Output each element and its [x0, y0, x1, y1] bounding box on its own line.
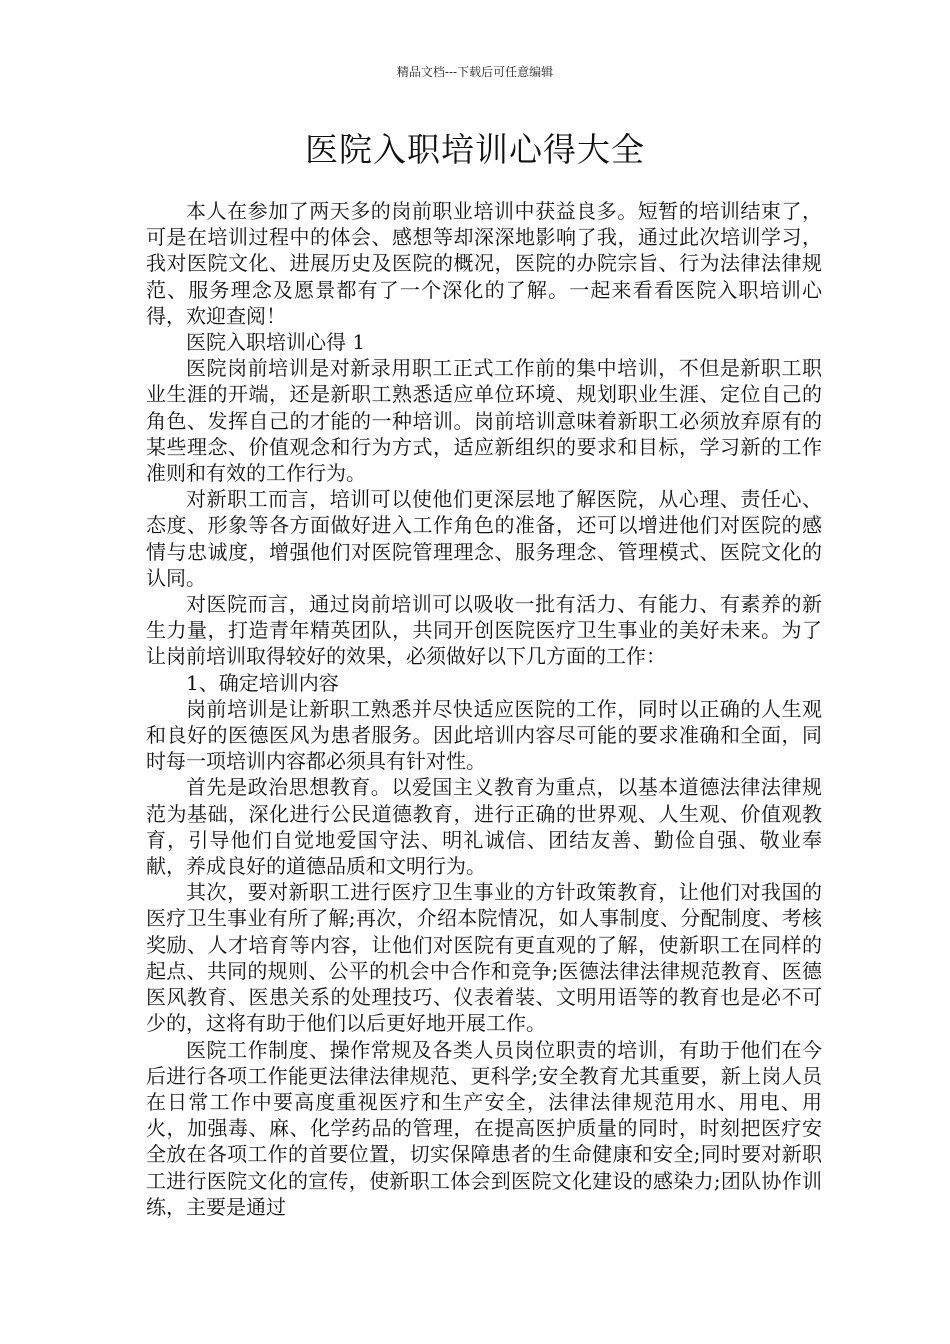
page-header: 精品文档---下载后可任意编辑: [396, 65, 554, 79]
body-paragraph: 其次，要对新职工进行医疗卫生事业的方针政策教育，让他们对我国的医疗卫生事业有所了解;再次，介绍本院情况，如人事制度、分配制度、考核奖励、人才培育等内容，让他们对医院有更直观的了解，使新职工在同样的起点、共同的规则、公平的机会中合作和竞争;医德法律法律规范教育、医德医风教育、医患关系的处理技巧、仪表着装、文明用语等的教育也是必不可少的，这将有助于他们以后更好地开展工作。: [146, 880, 822, 1036]
document-title: 医院入职培训心得大全: [305, 130, 645, 169]
body-paragraph: 对新职工而言，培训可以使他们更深层地了解医院，从心理、责任心、态度、形象等各方面做好进入工作角色的准备，还可以增进他们对医院的感情与忠诚度，增强他们对医院管理理念、服务理念、管理模式、医院文化的认同。: [146, 487, 822, 590]
body-paragraph: 医院工作制度、操作常规及各类人员岗位职责的培训，有助于他们在今后进行各项工作能更法律法律规范、更科学;安全教育尤其重要，新上岗人员在日常工作中要高度重视医疗和生产安全，法律法律规范用水、用电、用火，加强毒、麻、化学药品的管理，在提高医护质量的同时，时刻把医疗安全放在各项工作的首要位置，切实保障患者的生命健康和安全;同时要对新职工进行医院文化的宣传，使新职工体会到医院文化建设的感染力;团队协作训练，主要是通过: [146, 1037, 822, 1219]
section-heading: 医院入职培训心得 1: [186, 330, 366, 355]
document-body: [146, 198, 822, 1220]
subsection-heading: 1、确定培训内容: [186, 670, 339, 695]
body-paragraph: 岗前培训是让新职工熟悉并尽快适应医院的工作，同时以正确的人生观和良好的医德医风为患者服务。因此培训内容尽可能的要求准确和全面，同时每一项培训内容都必须具有针对性。: [146, 696, 822, 774]
intro-paragraph: 本人在参加了两天多的岗前职业培训中获益良多。短暂的培训结束了，可是在培训过程中的体会、感想等却深深地影响了我，通过此次培训学习，我对医院文化、进展历史及医院的概况，医院的办院宗旨、行为法律法律规范、服务理念及愿景都有了一个深化的了解。一起来看看医院入职培训心得，欢迎查阅！: [146, 199, 822, 328]
body-paragraph: 医院岗前培训是对新录用职工正式工作前的集中培训，不但是新职工职业生涯的开端，还是新职工熟悉适应单位环境、规划职业生涯、定位自己的角色、发挥自己的才能的一种培训。岗前培训意味着新职工必须放弃原有的某些理念、价值观念和行为方式，适应新组织的要求和目标，学习新的工作准则和有效的工作行为。: [146, 356, 822, 486]
body-paragraph: 首先是政治思想教育。以爱国主义教育为重点，以基本道德法律法律规范为基础，深化进行公民道德教育，进行正确的世界观、人生观、价值观教育，引导他们自觉地爱国守法、明礼诚信、团结友善、勤俭自强、敬业奉献，养成良好的道德品质和文明行为。: [146, 775, 822, 879]
body-paragraph: 对医院而言，通过岗前培训可以吸收一批有活力、有能力、有素养的新生力量，打造青年精英团队，共同开创医院医疗卫生事业的美好未来。为了让岗前培训取得较好的效果，必须做好以下几方面的工作：: [146, 592, 822, 669]
